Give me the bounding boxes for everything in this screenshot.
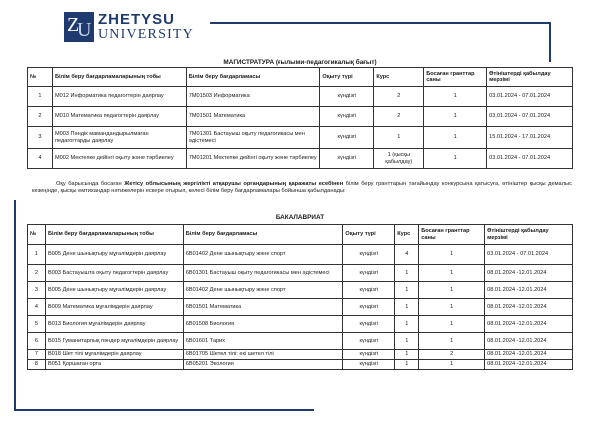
grants-count: 1: [424, 149, 487, 169]
program: 6В01501 Математика: [183, 299, 343, 316]
header-cell: №: [28, 68, 53, 87]
row-number: 3: [28, 127, 53, 149]
header-cell: Білім беру бағдарламасы: [186, 68, 320, 87]
program-group: В005 Дене шынықтыру мұғалімдерін даярлау: [45, 282, 183, 299]
study-form: күндізгі: [343, 360, 395, 370]
table-row: [28, 87, 573, 107]
grants-count: 1: [419, 299, 485, 316]
application-period: 03.01.2024 - 07.01.2024: [487, 149, 573, 169]
program-group: М002 Мектепке дейінгі оқыту және тәрбиелеу: [52, 149, 186, 169]
course: 1: [395, 316, 419, 333]
program: 7М01501 Математика: [186, 107, 320, 127]
program: 7М01201 Мектепке дейінгі оқыту және тәрбиелеу: [186, 149, 320, 169]
top-border-line: [210, 22, 550, 24]
row-number: 5: [28, 316, 46, 333]
study-form: күндізгі: [320, 107, 374, 127]
program: 6В01601 Тарих: [183, 333, 343, 350]
course: 1: [395, 333, 419, 350]
grants-count: 2: [419, 350, 485, 360]
application-period: 08.01.2024 -12.01.2024: [485, 333, 573, 350]
header-cell: Білім беру бағдарламаларының тобы: [45, 225, 183, 245]
study-form: күндізгі: [320, 149, 374, 169]
application-period: 03.01.2024 - 07.01.2024: [485, 245, 573, 265]
row-number: 2: [28, 107, 53, 127]
header-cell: Білім беру бағдарламаларының тобы: [52, 68, 186, 87]
bachelor-title: БАКАЛАВРИАТ: [275, 214, 325, 221]
program: 6В01402 Дене шынықтыру және спорт: [183, 282, 343, 299]
study-form: күндізгі: [320, 127, 374, 149]
header-cell: Өтініштерді қабылдау мерзімі: [487, 68, 573, 87]
right-border-line: [549, 22, 551, 62]
logo-mark-u: U: [77, 19, 92, 41]
course: 1: [395, 360, 419, 370]
program-group: М010 Математика педагогтерін даярлау: [52, 107, 186, 127]
program: 6В01508 Биология: [183, 316, 343, 333]
notice-text-after: білім беру гранттарын тағайындау конкурсына қатысуға, өтініштер қысқы демалыс кезеңінде, қысқы емтихандар нәтижелерін ескере отырып, келесі білім беру бағдарламалары бойынша қабылданады:: [32, 181, 572, 194]
application-period: 08.01.2024 -12.01.2024: [485, 316, 573, 333]
row-number: 2: [28, 265, 46, 282]
application-period: 08.01.2024 -12.01.2024: [485, 360, 573, 370]
program-group: М012 Информатика педагогтерін даярлау: [52, 87, 186, 107]
program: 7М01503 Информатика: [186, 87, 320, 107]
grants-count: 1: [419, 316, 485, 333]
table-row: [28, 333, 573, 350]
program-group: В009 Математика мұғалімдерін даярлау: [45, 299, 183, 316]
course: 4: [395, 245, 419, 265]
logo-name: ZHETYSU: [98, 11, 176, 28]
application-period: 15.01.2024 - 17.01.2024: [487, 127, 573, 149]
table-row: [28, 107, 573, 127]
header-cell: Босаған гранттар саны: [419, 225, 485, 245]
course: 1: [374, 127, 424, 149]
left-border-line: [14, 200, 16, 410]
row-number: 3: [28, 282, 46, 299]
header-cell: Курс: [374, 68, 424, 87]
row-number: 1: [28, 245, 46, 265]
program-group: В051 Қоршаған орта: [45, 360, 183, 370]
grants-count: 1: [424, 107, 487, 127]
bachelor-header-row: [28, 225, 573, 245]
application-period: 08.01.2024 -12.01.2024: [485, 265, 573, 282]
program: 6В01402 Дене шынықтыру және спорт: [183, 245, 343, 265]
university-logo: [64, 10, 204, 44]
course: 1: [395, 350, 419, 360]
grants-count: 1: [424, 87, 487, 107]
header-cell: №: [28, 225, 46, 245]
course: 1: [395, 265, 419, 282]
study-form: күндізгі: [343, 245, 395, 265]
program: 6В01301 Бастауыш оқыту педагогикасы мен әдістемесі: [183, 265, 343, 282]
header-cell: Оқыту түрі: [320, 68, 374, 87]
program-group: В015 Гуманитарлық пәндер мұғалімдерін даярлау: [45, 333, 183, 350]
table-row: [28, 350, 573, 360]
application-period: 03.01.2024 - 07.01.2024: [487, 107, 573, 127]
application-period: 08.01.2024 -12.01.2024: [485, 282, 573, 299]
grants-count: 1: [419, 360, 485, 370]
header-cell: Босаған гранттар саны: [424, 68, 487, 87]
grants-count: 1: [419, 282, 485, 299]
table-row: [28, 265, 573, 282]
course: 1: [395, 299, 419, 316]
masters-header-row: [28, 68, 573, 87]
program: 6В05201 Экология: [183, 360, 343, 370]
study-form: күндізгі: [320, 87, 374, 107]
header-cell: Курс: [395, 225, 419, 245]
course: 1 (қысқы қабылдау): [374, 149, 424, 169]
study-form: күндізгі: [343, 350, 395, 360]
program-group: В013 Биология мұғалімдерін даярлау: [45, 316, 183, 333]
table-row: [28, 245, 573, 265]
row-number: 8: [28, 360, 46, 370]
grants-count: 1: [424, 127, 487, 149]
row-number: 1: [28, 87, 53, 107]
grants-count: 1: [419, 333, 485, 350]
program-group: М003 Пәндік мамандандырылмаған педагогтарды даярлау: [52, 127, 186, 149]
header-cell: Оқыту түрі: [343, 225, 395, 245]
program-group: В003 Бастауышта оқыту педагогтерін даярлау: [45, 265, 183, 282]
table-row: [28, 299, 573, 316]
course: 2: [374, 87, 424, 107]
header-cell: Білім беру бағдарламасы: [183, 225, 343, 245]
notice-paragraph: [32, 181, 572, 195]
course: 2: [374, 107, 424, 127]
program: 7М01301 Бастауыш оқыту педагогикасы мен әдістемесі: [186, 127, 320, 149]
program: 6В01705 Шетел тілі: екі шетел тілі: [183, 350, 343, 360]
program-group: В018 Шет тілі мұғалімдерін даярлау: [45, 350, 183, 360]
study-form: күндізгі: [343, 282, 395, 299]
application-period: 08.01.2024 -12.01.2024: [485, 350, 573, 360]
table-row: [28, 127, 573, 149]
grants-count: 1: [419, 265, 485, 282]
row-number: 7: [28, 350, 46, 360]
study-form: күндізгі: [343, 299, 395, 316]
table-row: [28, 316, 573, 333]
table-row: [28, 360, 573, 370]
study-form: күндізгі: [343, 333, 395, 350]
logo-subtitle: UNIVERSITY: [98, 27, 194, 42]
bachelor-table: [27, 224, 573, 370]
study-form: күндізгі: [343, 316, 395, 333]
masters-table: [27, 67, 573, 169]
logo-mark-z: Z: [67, 14, 80, 36]
row-number: 6: [28, 333, 46, 350]
table-row: [28, 149, 573, 169]
program-group: В005 Дене шынықтыру мұғалімдерін даярлау: [45, 245, 183, 265]
notice-text-before: Оқу барысында босаған: [56, 181, 125, 187]
table-row: [28, 282, 573, 299]
grants-count: 1: [419, 245, 485, 265]
notice-text-bold: Жетісу облысының жергілікті атқарушы органдарының қаражаты есебінен: [124, 181, 344, 187]
row-number: 4: [28, 149, 53, 169]
masters-title: МАГИСТРАТУРА (ғылыми-педагогикалық бағыт): [223, 59, 377, 66]
application-period: 08.01.2024 -12.01.2024: [485, 299, 573, 316]
row-number: 4: [28, 299, 46, 316]
bottom-border-line: [14, 409, 314, 411]
course: 1: [395, 282, 419, 299]
application-period: 03.01.2024 - 07.01.2024: [487, 87, 573, 107]
study-form: күндізгі: [343, 265, 395, 282]
logo-mark: [64, 12, 94, 42]
header-cell: Өтініштерді қабылдау мерзімі: [485, 225, 573, 245]
